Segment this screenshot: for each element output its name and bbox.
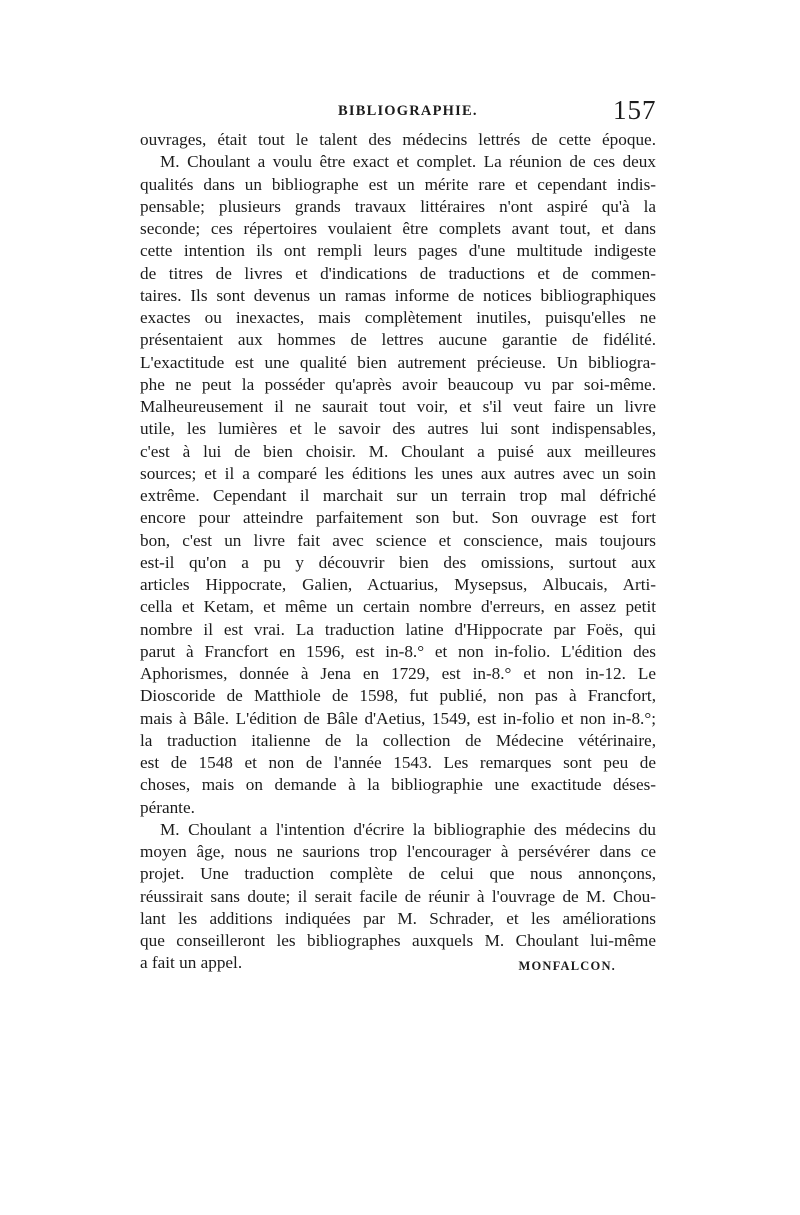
text-line: Aphorismes, donnée à Jena en 1729, est in-8.° et non in-12. Le (140, 664, 656, 683)
text-line: réussirait sans doute; il serait facile de réunir à l'ouvrage de M. Chou- (140, 886, 656, 906)
text-line: encore pour atteindre parfaitement son but. Son ouvrage est fort (140, 508, 656, 528)
text-line: seconde; ces répertoires voulaient être complets avant tout, et dans (140, 219, 656, 238)
text-line: extrême. Cependant il marchait sur un terrain trop mal défriché (140, 486, 656, 505)
text-line: mais à Bâle. L'édition de Bâle d'Aetius, 1549, est in-folio et non in-8.°; (140, 708, 656, 728)
text-line: est de 1548 et non de l'année 1543. Les remarques sont peu de (140, 753, 656, 772)
text-line: bon, c'est un livre fait avec science et conscience, mais toujours (140, 530, 656, 550)
text-line: projet. Une traduction complète de celui que nous annonçons, (140, 864, 656, 884)
text-line: présentaient aux hommes de lettres aucune garantie de fidélité. (140, 330, 656, 350)
text-line: qualités dans un bibliographe est un mérite rare et cependant indis- (140, 174, 656, 194)
text-line: Dioscoride de Matthiole de 1598, fut publié, non pas à Francfort, (140, 686, 656, 706)
text-line: Malheureusement il ne saurait tout voir, et s'il veut faire un livre (140, 397, 656, 416)
text-line: que conseilleront les bibliographes auxquels M. Choulant lui-même (140, 931, 656, 950)
text-line: sources; et il a comparé les éditions les unes aux autres avec un soin (140, 463, 656, 483)
text-line: lant les additions indiquées par M. Schrader, et les améliorations (140, 908, 656, 928)
text-line: phe ne peut la posséder qu'après avoir beaucoup vu par soi-même. (140, 374, 656, 394)
text-line: cette intention ils ont rempli leurs pages d'une multitude indigeste (140, 241, 656, 261)
text-line: de titres de livres et d'indications de traductions et de commen- (140, 263, 656, 283)
page-number: 157 (613, 95, 657, 125)
text-line: exactes ou inexactes, mais complètement inutiles, puisqu'elles ne (140, 308, 656, 327)
text-line: choses, mais on demande à la bibliographie une exactitude déses- (140, 775, 656, 795)
text-line: la traduction italienne de la collection de Médecine vétérinaire, (140, 730, 656, 750)
text-line: utile, les lumières et le savoir des autres lui sont indispensables, (140, 419, 656, 439)
text-line: a fait un appel. (140, 953, 243, 973)
text-line: c'est à lui de bien choisir. M. Choulant a puisé aux meilleures (140, 441, 656, 461)
running-title: BIBLIOGRAPHIE. (338, 103, 478, 119)
text-line: L'exactitude est une qualité bien autrement précieuse. Un bibliogra- (140, 352, 656, 372)
text-line: ouvrages, était tout le talent des médecins lettrés de cette époque. (140, 130, 656, 149)
text-line: articles Hippocrate, Galien, Actuarius, Mysepsus, Albucais, Arti- (140, 575, 656, 594)
text-line: moyen âge, nous ne saurions trop l'encourager à persévérer dans ce (140, 842, 656, 861)
author-signature: MONFALCON. (518, 959, 616, 974)
body-text (140, 129, 656, 975)
text-line: M. Choulant a l'intention d'écrire la bibliographie des médecins du (160, 819, 656, 839)
text-line: pérante. (140, 797, 195, 817)
text-line: nombre il est vrai. La traduction latine d'Hippocrate par Foës, qui (140, 619, 656, 639)
text-line: parut à Francfort en 1596, est in-8.° et non in-folio. L'édition des (140, 641, 656, 661)
text-line: M. Choulant a voulu être exact et complet. La réunion de ces deux (160, 152, 656, 172)
text-line: pensable; plusieurs grands travaux littéraires n'ont aspiré qu'à la (140, 196, 656, 216)
final-line (140, 952, 656, 974)
text-line: cella et Ketam, et même un certain nombre d'erreurs, en assez petit (140, 597, 656, 617)
text-line: est-il qu'on a pu y découvrir bien des omissions, surtout aux (140, 552, 656, 572)
text-line: taires. Ils sont devenus un ramas informe de notices bibliographiques (140, 285, 656, 305)
